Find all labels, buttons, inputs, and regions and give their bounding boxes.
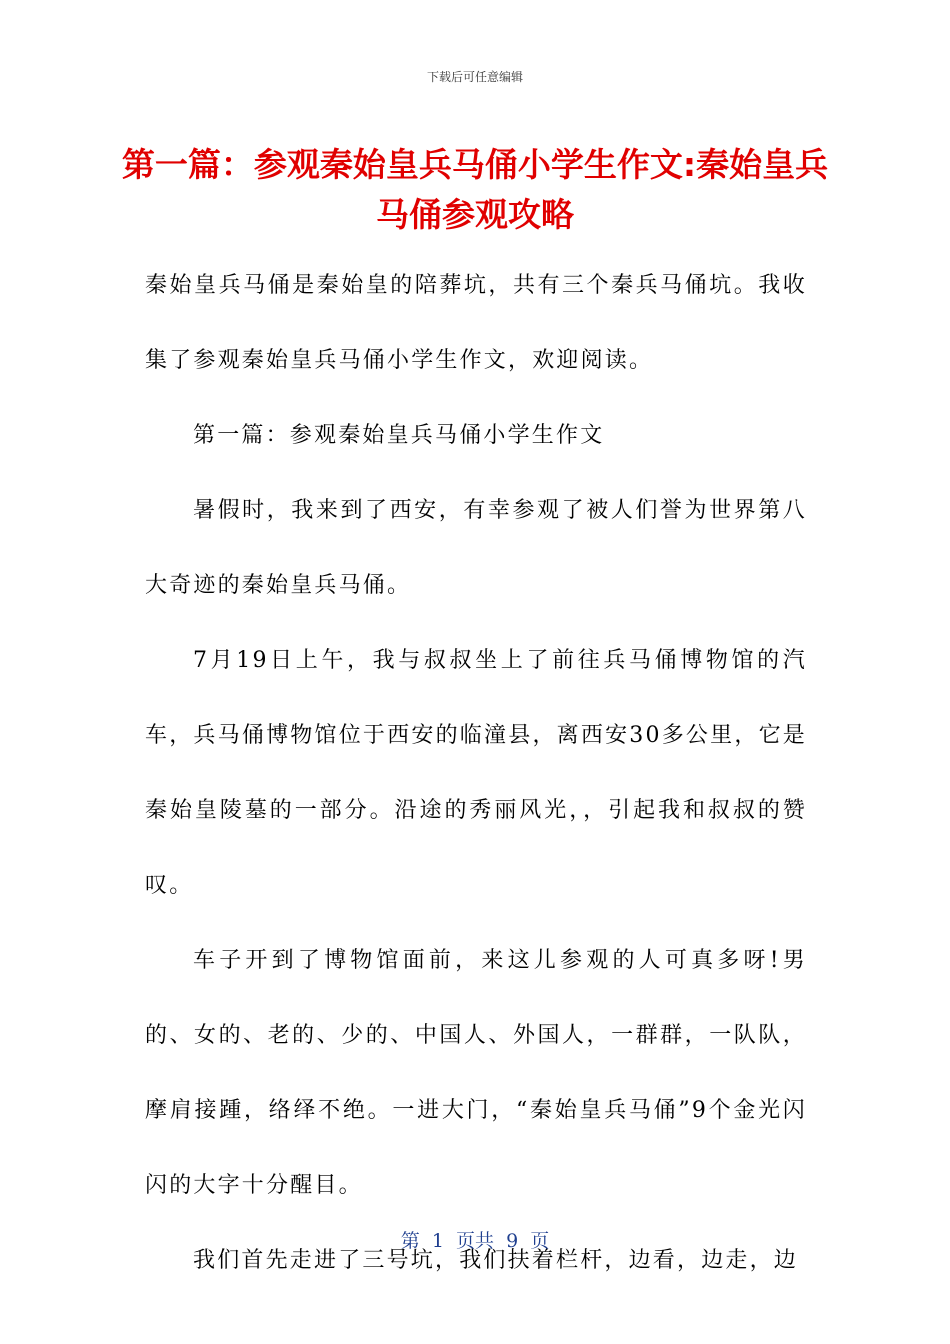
document-body xyxy=(145,248,807,1298)
paragraph-intro: 秦始皇兵马俑是秦始皇的陪葬坑，共有三个秦兵马俑坑。我收集了参观秦始皇兵马俑小学生作文，欢迎阅读。 xyxy=(145,273,807,373)
paragraph-museum-entrance: 车子开到了博物馆面前，来这儿参观的人可真多呀!男的、女的、老的、少的、中国人、外国人，一群群，一队队，摩肩接踵，络绎不绝。一进大门，“秦始皇兵马俑”9个金光闪闪的大字十分醒目。 xyxy=(145,948,807,1198)
paragraph-pit-three: 我们首先走进了三号坑，我们扶着栏杆，边看，边走，边 xyxy=(193,1248,799,1273)
paragraph-summer: 暑假时，我来到了西安，有幸参观了被人们誉为世界第八大奇迹的秦始皇兵马俑。 xyxy=(145,498,807,598)
document-title: 第一篇：参观秦始皇兵马俑小学生作文:秦始皇兵马俑参观攻略 xyxy=(121,145,829,234)
header-note: 下载后可任意编辑 xyxy=(426,70,523,84)
paragraph-section-heading: 第一篇：参观秦始皇兵马俑小学生作文 xyxy=(193,423,605,448)
page-footer: 第 1 页共 9 页 xyxy=(400,1230,550,1252)
paragraph-journey: 7月19日上午，我与叔叔坐上了前往兵马俑博物馆的汽车，兵马俑博物馆位于西安的临潼县，离西安30多公里，它是秦始皇陵墓的一部分。沿途的秀丽风光，，引起我和叔叔的赞叹。 xyxy=(145,648,807,898)
